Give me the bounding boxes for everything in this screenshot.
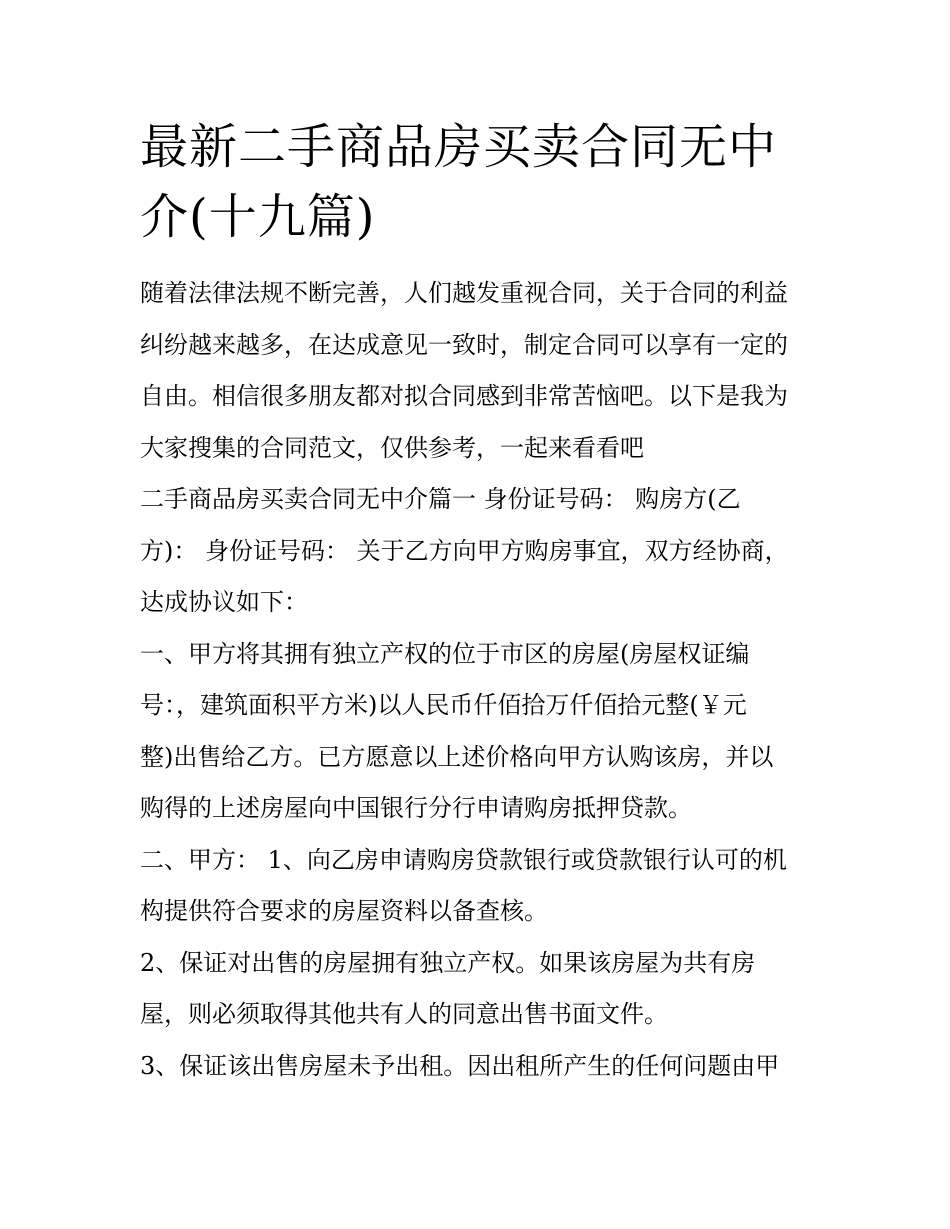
clause-two-paragraph (140, 835, 820, 938)
clause-two-item-3 (140, 1041, 820, 1093)
text-line: 自由。相信很多朋友都对拟合同感到非常苦恼吧。以下是我为 (140, 382, 788, 410)
document-title (140, 112, 820, 252)
text-line: 购得的上述房屋向中国银行分行申请购房抵押贷款。 (140, 794, 692, 822)
text-line: 整)出售给乙方。已方愿意以上述价格向甲方认购该房，并以 (140, 742, 774, 771)
text-line: 二、甲方： 1、向乙房申请购房贷款银行或贷款银行认可的机 (140, 845, 787, 874)
contract-header-paragraph (140, 474, 820, 629)
text-line: 达成协议如下： (140, 588, 308, 616)
text-line: 纠纷越来越多，在达成意见一致时，制定合同可以享有一定的 (140, 330, 788, 359)
text-line: 二手商品房买卖合同无中介篇一 身份证号码： 购房方(乙 (140, 485, 741, 513)
text-line: 大家搜集的合同范文，仅供参考，一起来看看吧 (140, 433, 644, 462)
clause-one-paragraph (140, 629, 820, 835)
intro-paragraph (140, 268, 820, 474)
text-line: 方)： 身份证号码： 关于乙方向甲方购房事宜，双方经协商， (140, 536, 789, 565)
text-line: 3、保证该出售房屋未予出租。因出租所产生的任何问题由甲 (140, 1051, 780, 1080)
document-page (140, 112, 820, 1092)
text-line: 2、保证对出售的房屋拥有独立产权。如果该房屋为共有房 (140, 948, 756, 977)
text-line: 一、甲方将其拥有独立产权的位于市区的房屋(房屋权证编 (140, 639, 750, 668)
title-line: 最新二手商品房买卖合同无中 (140, 119, 778, 175)
text-line: 随着法律法规不断完善，人们越发重视合同，关于合同的利益 (140, 279, 788, 307)
text-line: 构提供符合要求的房屋资料以备查核。 (140, 897, 548, 925)
title-line: 介(十九篇) (140, 189, 376, 245)
text-line: 屋，则必须取得其他共有人的同意出售书面文件。 (140, 1000, 668, 1028)
clause-two-item-2 (140, 938, 820, 1041)
text-line: 号：，建筑面积平方米)以人民币仟佰拾万仟佰拾元整(￥元 (140, 691, 747, 719)
